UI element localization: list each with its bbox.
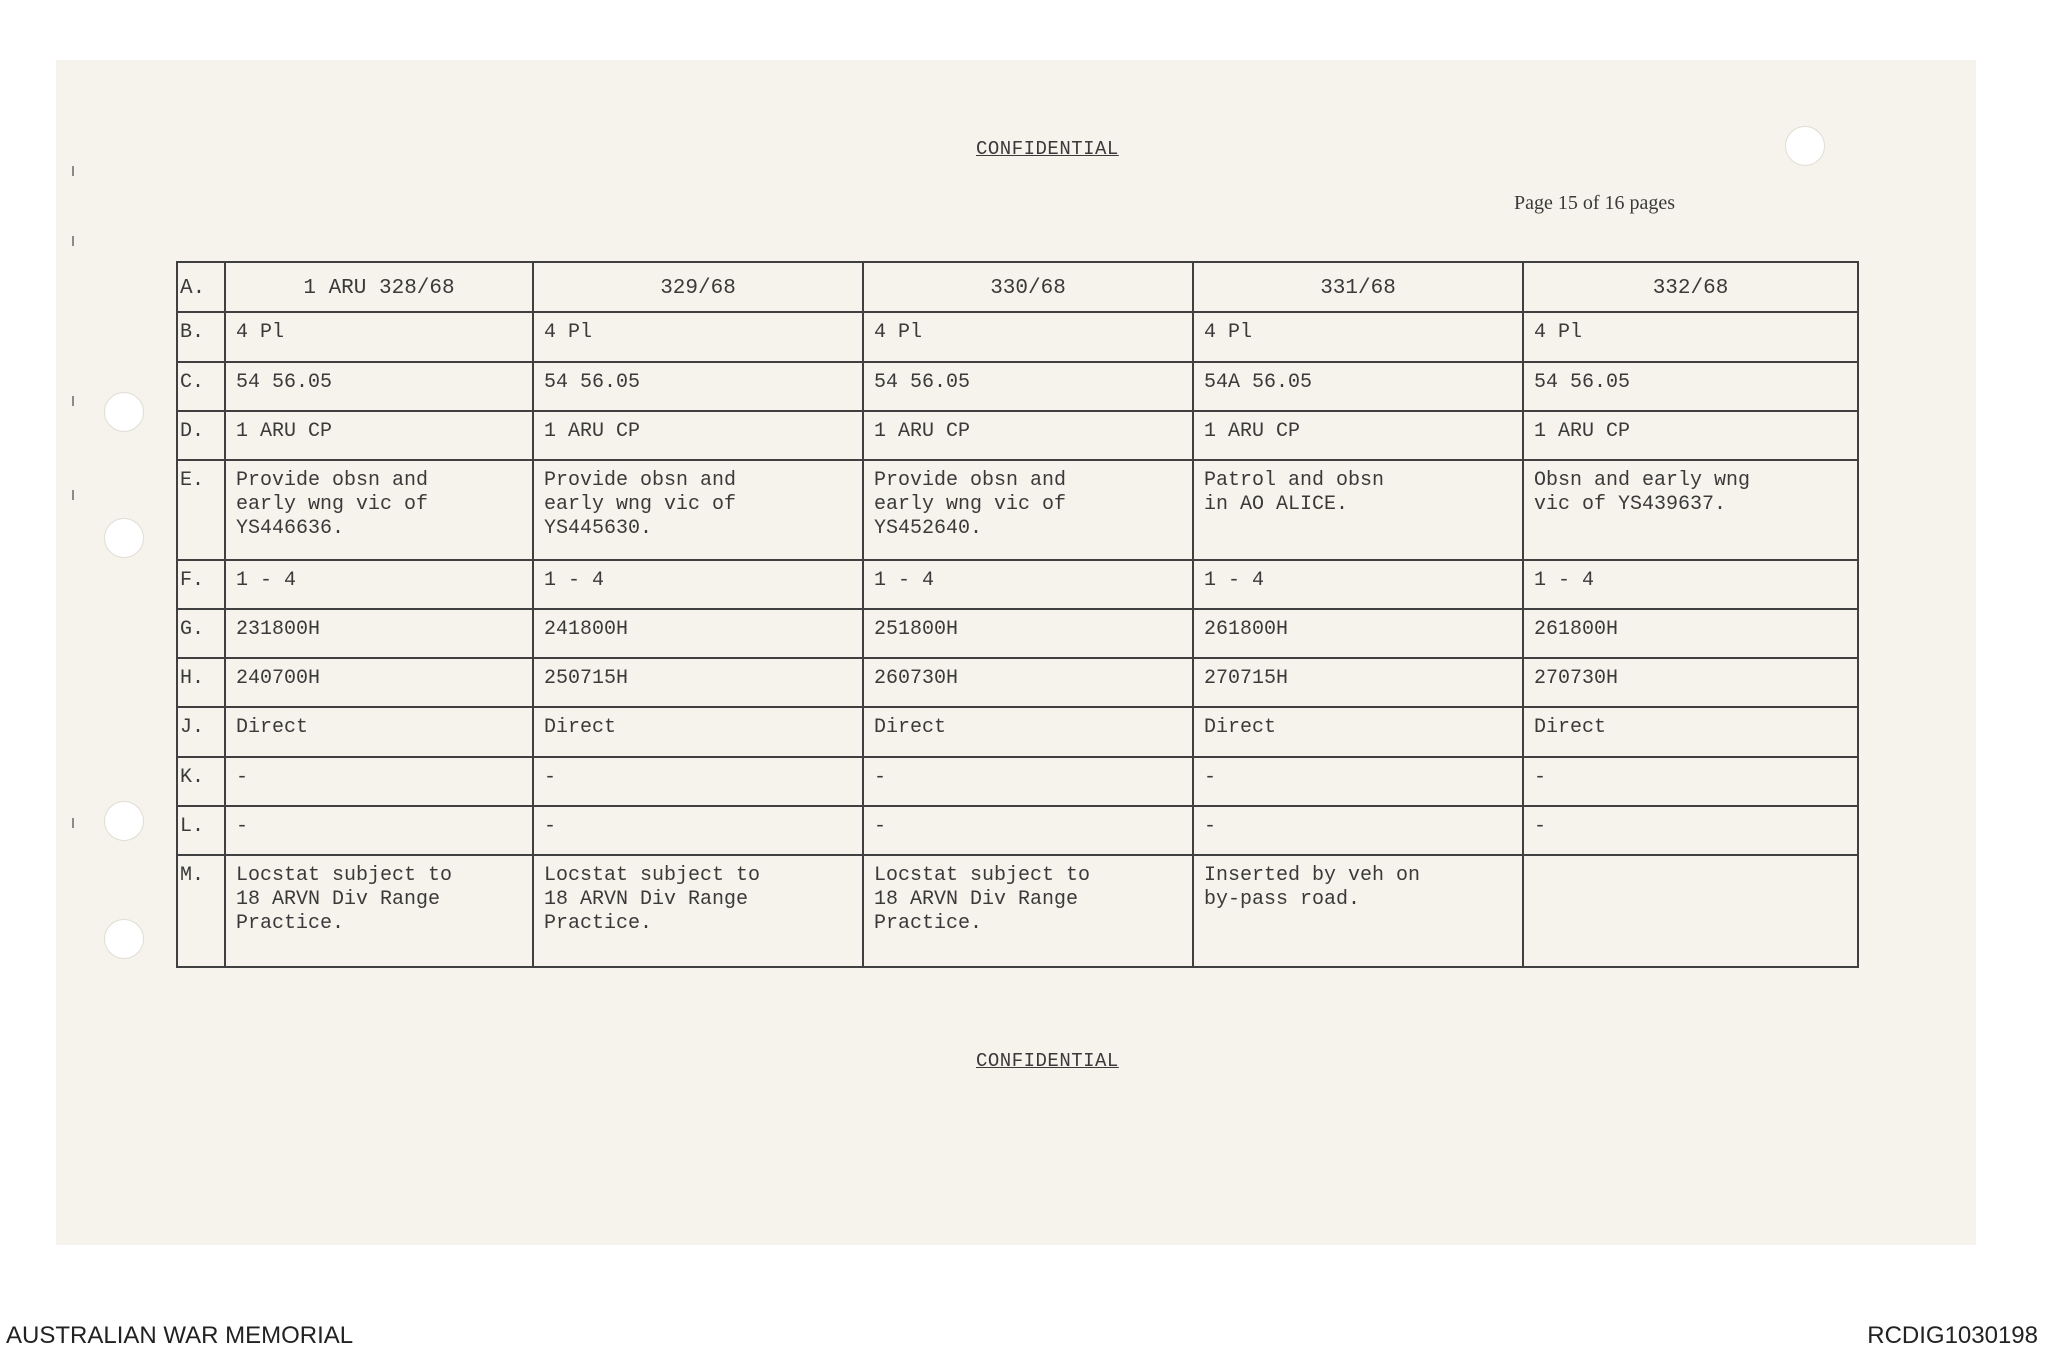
row-label: H.	[177, 658, 225, 707]
table-cell: -	[533, 757, 863, 806]
table-cell: 1 ARU CP	[533, 411, 863, 460]
table-cell: 1 ARU CP	[863, 411, 1193, 460]
table-cell: 1 - 4	[1523, 560, 1858, 609]
table-cell: 332/68	[1523, 262, 1858, 312]
table-cell: 1 ARU CP	[225, 411, 533, 460]
table-cell: 1 ARU 328/68	[225, 262, 533, 312]
classification-footer: CONFIDENTIAL	[976, 1050, 1119, 1072]
table-cell: Obsn and early wng vic of YS439637.	[1523, 460, 1858, 560]
row-label: D.	[177, 411, 225, 460]
table-cell: Direct	[1523, 707, 1858, 757]
patrol-plan-table	[176, 261, 1859, 968]
table-cell: Locstat subject to 18 ARVN Div Range Practice.	[225, 855, 533, 967]
table-row	[177, 460, 1858, 560]
margin-mark	[72, 236, 74, 246]
table-cell: 240700H	[225, 658, 533, 707]
table-row	[177, 312, 1858, 362]
table-cell: Direct	[1193, 707, 1523, 757]
punch-hole	[104, 801, 144, 841]
table-row	[177, 658, 1858, 707]
table-cell: Provide obsn and early wng vic of YS452640.	[863, 460, 1193, 560]
table-cell: 1 - 4	[533, 560, 863, 609]
table-cell: 54 56.05	[863, 362, 1193, 411]
table-cell: Direct	[863, 707, 1193, 757]
table-cell: 4 Pl	[225, 312, 533, 362]
table-cell: 231800H	[225, 609, 533, 658]
table-cell: 4 Pl	[863, 312, 1193, 362]
table-cell: 4 Pl	[533, 312, 863, 362]
row-label: G.	[177, 609, 225, 658]
table-cell: 331/68	[1193, 262, 1523, 312]
table-cell: 329/68	[533, 262, 863, 312]
table-cell: 261800H	[1193, 609, 1523, 658]
row-label: C.	[177, 362, 225, 411]
table-row	[177, 262, 1858, 312]
row-label: M.	[177, 855, 225, 967]
table-cell: -	[1523, 757, 1858, 806]
table-row	[177, 560, 1858, 609]
row-label: K.	[177, 757, 225, 806]
table-cell: 1 ARU CP	[1193, 411, 1523, 460]
table-cell: 1 - 4	[1193, 560, 1523, 609]
table-cell: 330/68	[863, 262, 1193, 312]
punch-hole	[1785, 126, 1825, 166]
table-cell: 241800H	[533, 609, 863, 658]
punch-hole	[104, 919, 144, 959]
archive-reference: RCDIG1030198	[1867, 1322, 2038, 1349]
table-cell: -	[1193, 757, 1523, 806]
table-cell: Provide obsn and early wng vic of YS446636.	[225, 460, 533, 560]
table-cell: Direct	[225, 707, 533, 757]
table-cell: 260730H	[863, 658, 1193, 707]
table-cell: -	[225, 806, 533, 855]
table-row	[177, 707, 1858, 757]
table-cell: 261800H	[1523, 609, 1858, 658]
row-label: A.	[177, 262, 225, 312]
table-cell: 270730H	[1523, 658, 1858, 707]
table-cell: Patrol and obsn in AO ALICE.	[1193, 460, 1523, 560]
table-row	[177, 609, 1858, 658]
table-cell: 54A 56.05	[1193, 362, 1523, 411]
table-cell: -	[1523, 806, 1858, 855]
table-row	[177, 855, 1858, 967]
margin-mark	[72, 166, 74, 176]
table-cell: 1 - 4	[863, 560, 1193, 609]
table-cell: -	[863, 757, 1193, 806]
page-number: Page 15 of 16 pages	[1514, 192, 1676, 214]
margin-mark	[72, 396, 74, 406]
archive-source: AUSTRALIAN WAR MEMORIAL	[6, 1322, 354, 1349]
table-row	[177, 757, 1858, 806]
table-row	[177, 806, 1858, 855]
table-cell: 54 56.05	[533, 362, 863, 411]
row-label: B.	[177, 312, 225, 362]
margin-mark	[72, 818, 74, 828]
table-cell: 250715H	[533, 658, 863, 707]
table-cell: Provide obsn and early wng vic of YS445630.	[533, 460, 863, 560]
table-row	[177, 362, 1858, 411]
table-cell: 4 Pl	[1193, 312, 1523, 362]
table-cell: Locstat subject to 18 ARVN Div Range Practice.	[533, 855, 863, 967]
table-cell: Inserted by veh on by-pass road.	[1193, 855, 1523, 967]
punch-hole	[104, 392, 144, 432]
table-cell: -	[225, 757, 533, 806]
classification-header: CONFIDENTIAL	[976, 138, 1119, 160]
table-cell: 54 56.05	[225, 362, 533, 411]
table-cell	[1523, 855, 1858, 967]
table-cell: -	[1193, 806, 1523, 855]
table-cell: 270715H	[1193, 658, 1523, 707]
row-label: F.	[177, 560, 225, 609]
table-body	[177, 262, 1858, 967]
row-label: J.	[177, 707, 225, 757]
table-cell: 4 Pl	[1523, 312, 1858, 362]
table-cell: 251800H	[863, 609, 1193, 658]
table-cell: -	[863, 806, 1193, 855]
table-cell: 1 ARU CP	[1523, 411, 1858, 460]
row-label: E.	[177, 460, 225, 560]
table-cell: Direct	[533, 707, 863, 757]
table-cell: -	[533, 806, 863, 855]
table-cell: 54 56.05	[1523, 362, 1858, 411]
table-cell: 1 - 4	[225, 560, 533, 609]
punch-hole	[104, 518, 144, 558]
margin-mark	[72, 490, 74, 500]
table-cell: Locstat subject to 18 ARVN Div Range Practice.	[863, 855, 1193, 967]
table-row	[177, 411, 1858, 460]
row-label: L.	[177, 806, 225, 855]
